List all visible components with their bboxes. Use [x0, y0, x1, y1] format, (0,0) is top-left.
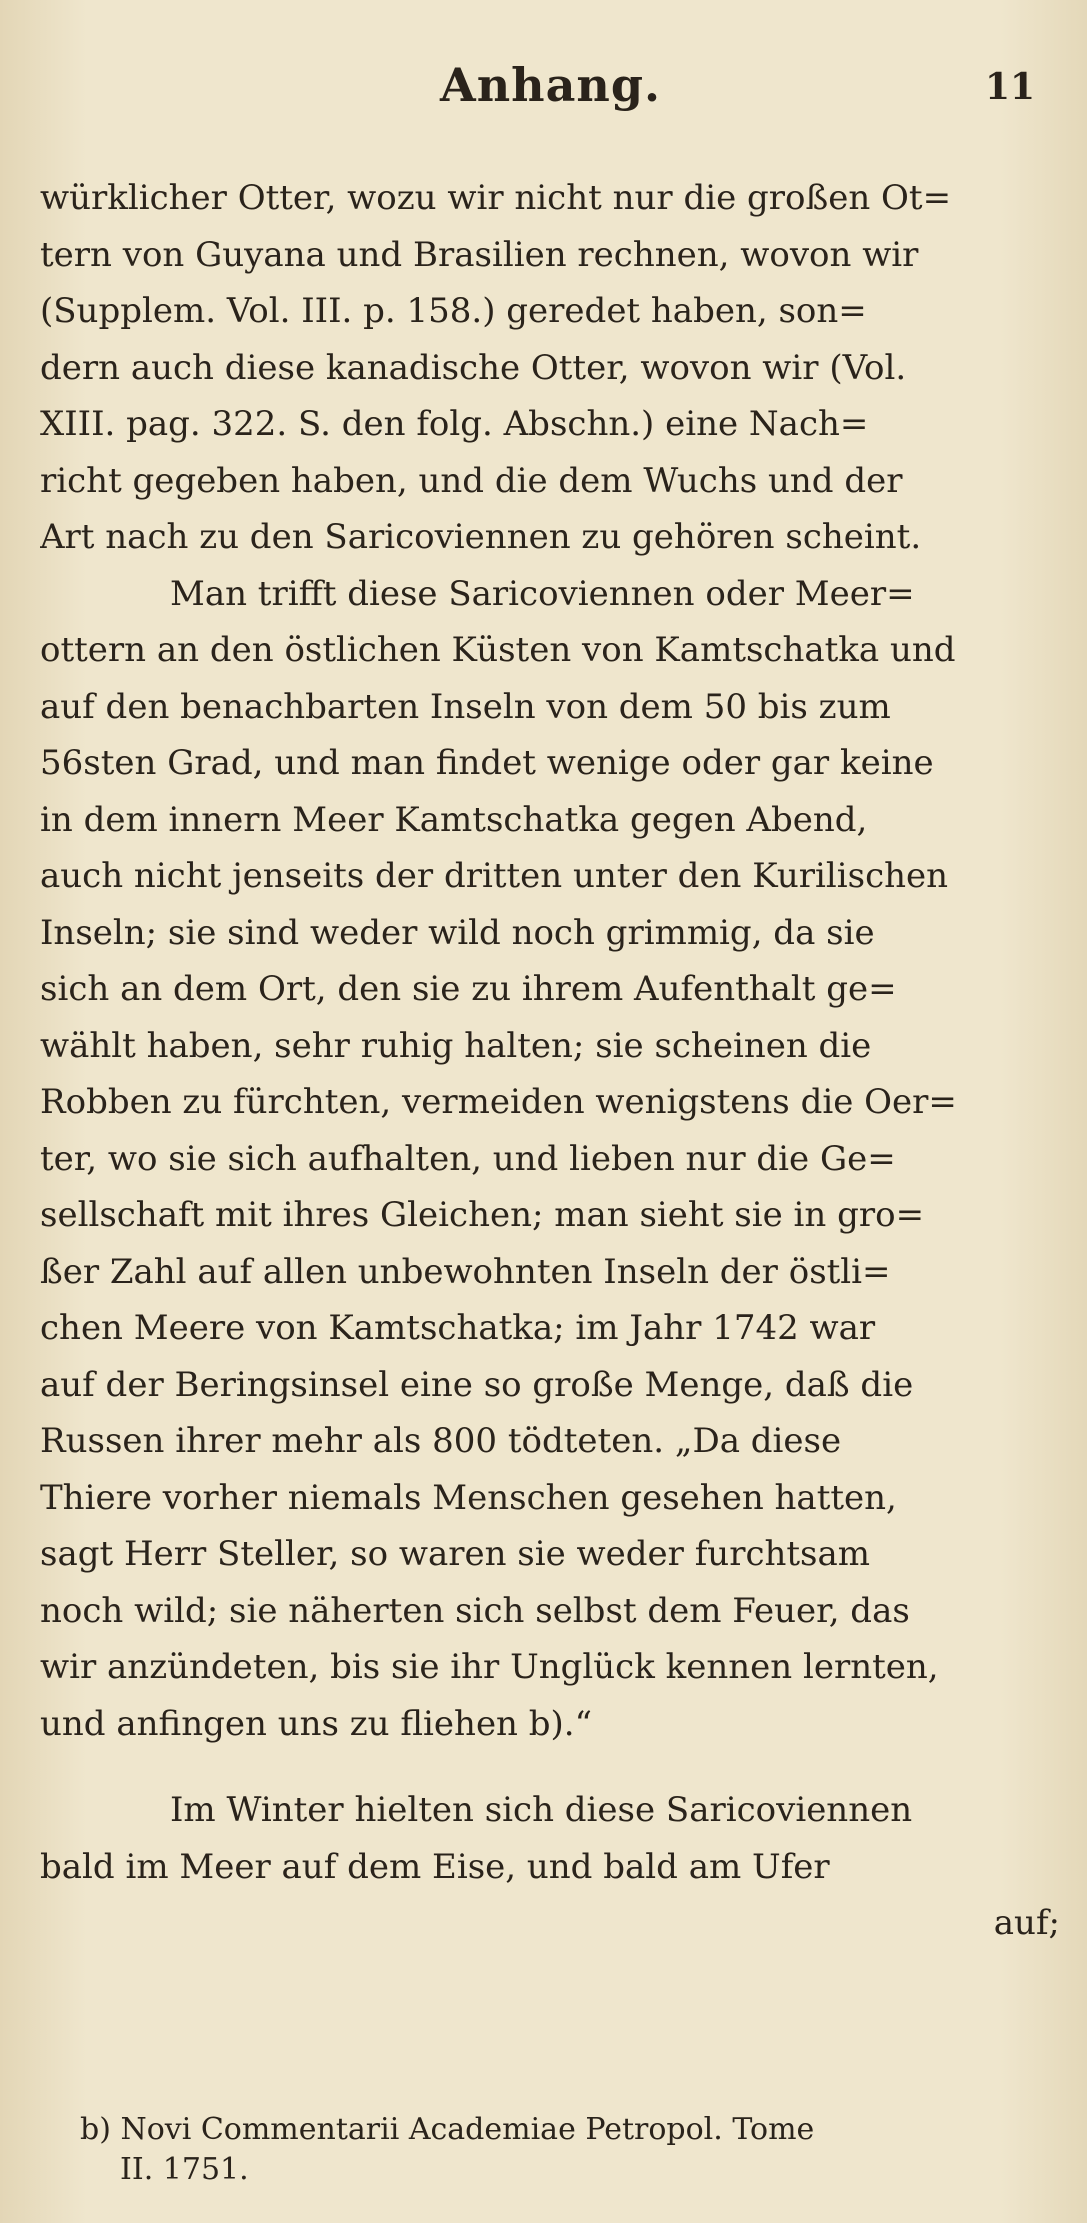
body-text — [40, 170, 1070, 1952]
text-line: dern auch diese kanadische Otter, wovon wir (Vol. — [40, 347, 907, 388]
text-line: sich an dem Ort, den sie zu ihrem Aufenthalt ge= — [40, 969, 897, 1009]
text-line: 56sten Grad, und man findet wenige oder gar keine — [40, 743, 934, 783]
text-line: sagt Herr Steller, so waren sie weder furchtsam — [40, 1534, 871, 1574]
text-line: sellschaft mit ihres Gleichen; man sieht sie in gro= — [40, 1195, 925, 1235]
footnote-line: II. 1751. — [120, 2152, 249, 2187]
footnote — [80, 2110, 1070, 2190]
text-line: Robben zu fürchten, vermeiden wenigstens die Oer= — [40, 1082, 957, 1122]
text-line: (Supplem. Vol. III. p. 158.) geredet haben, son= — [40, 291, 867, 331]
text-line: auf der Beringsinsel eine so große Menge, daß die — [40, 1364, 914, 1405]
text-line: Im Winter hielten sich diese Saricoviennen — [170, 1790, 913, 1830]
text-line: Thiere vorher niemals Menschen gesehen hatten, — [40, 1477, 897, 1518]
text-line: noch wild; sie näherten sich selbst dem Feuer, das — [40, 1590, 910, 1631]
footnote-line: b) Novi Commentarii Academiae Petropol. Tome — [80, 2112, 815, 2147]
text-line: richt gegeben haben, und die dem Wuchs und der — [40, 460, 903, 501]
text-line: XIII. pag. 322. S. den folg. Abschn.) eine Nach= — [40, 404, 869, 444]
text-line: bald im Meer auf dem Eise, und bald am Ufer — [40, 1846, 830, 1887]
running-title: Anhang. — [440, 58, 662, 112]
text-line: Art nach zu den Saricoviennen zu gehören scheint. — [40, 517, 922, 557]
text-line: ter, wo sie sich aufhalten, und lieben nur die Ge= — [40, 1138, 896, 1179]
text-line: in dem innern Meer Kamtschatka gegen Abend, — [40, 799, 868, 840]
text-line: wählt haben, sehr ruhig halten; sie scheinen die — [40, 1025, 872, 1066]
text-line: und anfingen uns zu fliehen b).“ — [40, 1703, 592, 1744]
text-line: wir anzündeten, bis sie ihr Unglück kennen lernten, — [40, 1647, 939, 1687]
text-line: tern von Guyana und Brasilien rechnen, wovon wir — [40, 234, 919, 275]
text-line: würklicher Otter, wozu wir nicht nur die großen Ot= — [40, 178, 952, 218]
text-line: auf den benachbarten Inseln von dem 50 bis zum — [40, 686, 891, 727]
text-line: Russen ihrer mehr als 800 tödteten. „Da diese — [40, 1421, 842, 1461]
catchword: auf; — [993, 1903, 1060, 1943]
page-number: 11 — [985, 66, 1036, 108]
text-line: ßer Zahl auf allen unbewohnten Inseln der östli= — [40, 1251, 891, 1292]
page-header — [0, 58, 1087, 118]
text-line: chen Meere von Kamtschatka; im Jahr 1742 war — [40, 1308, 876, 1348]
text-line: ottern an den östlichen Küsten von Kamtschatka und — [40, 630, 956, 670]
text-line: Inseln; sie sind weder wild noch grimmig, da sie — [40, 912, 875, 953]
text-line: auch nicht jenseits der dritten unter den Kurilischen — [40, 856, 949, 896]
text-line: Man trifft diese Saricoviennen oder Meer= — [170, 573, 915, 614]
